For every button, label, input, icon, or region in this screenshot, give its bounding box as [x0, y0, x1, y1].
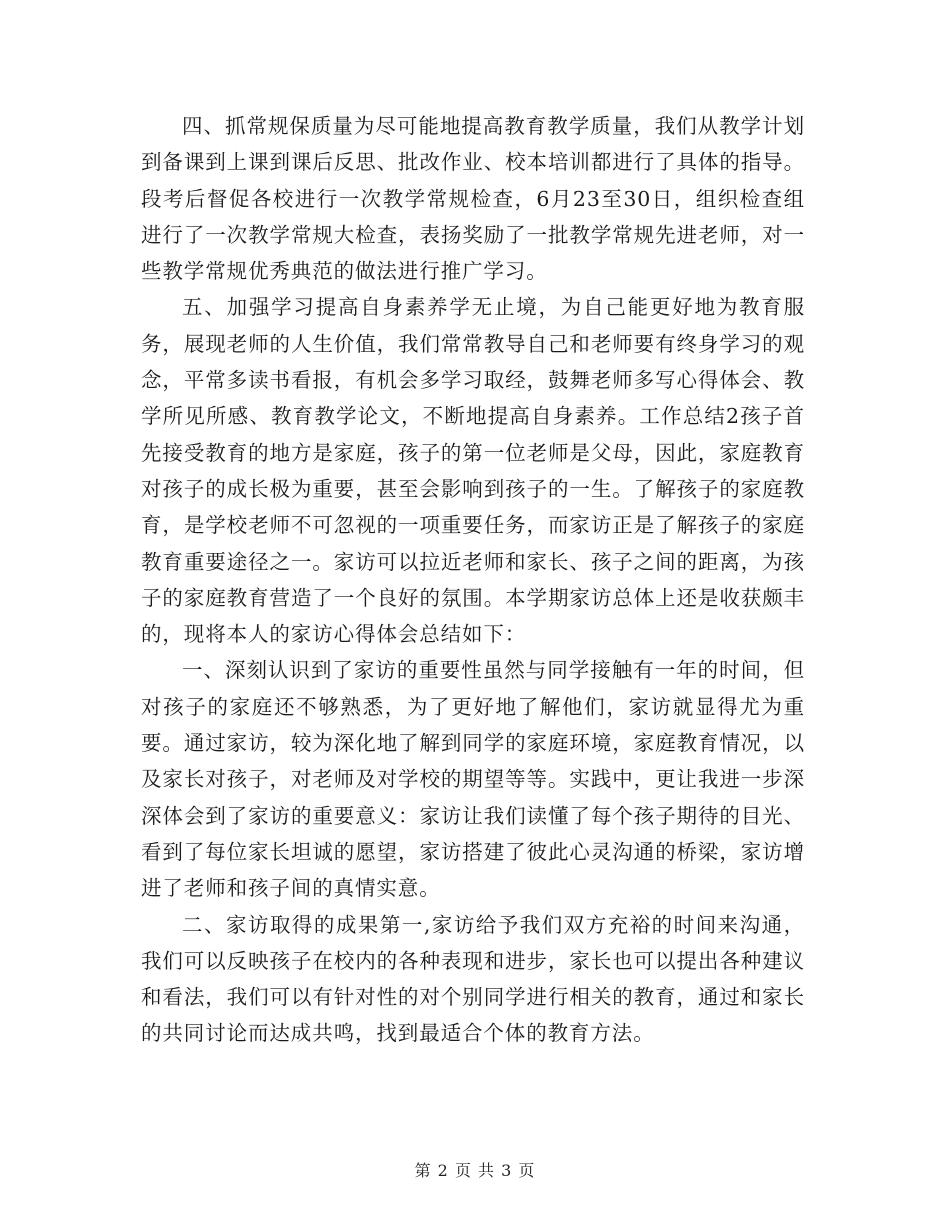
paragraph-section-4: 四、抓常规保质量为尽可能地提高教育教学质量，我们从教学计划到备课到上课到课后反思、批改作业、校本培训都进行了具体的指导。段考后督促各校进行一次教学常规检查，6月23至30日，组织检查组进行了一次教学常规大检查，表扬奖励了一批教学常规先进老师，对一些教学常规优秀典范的做法进行推广学习。: [141, 114, 805, 284]
paragraph-home-visit-1: 一、深刻认识到了家访的重要性虽然与同学接触有一年的时间，但对孩子的家庭还不够熟悉，为了更好地了解他们，家访就显得尤为重要。通过家访，较为深化地了解到同学的家庭环境，家庭教育情况，以及家长对孩子，对老师及对学校的期望等等。实践中，更让我进一步深深体会到了家访的重要意义：家访让我们读懂了每个孩子期待的目光、看到了每位家长坦诚的愿望，家访搭建了彼此心灵沟通的桥梁，家访增进了老师和孩子间的真情实意。: [141, 658, 805, 901]
paragraph-home-visit-2: 二、家访取得的成果第一,家访给予我们双方充裕的时间来沟通，我们可以反映孩子在校内的各种表现和进步，家长也可以提出各种建议和看法，我们可以有针对性的对个别同学进行相关的教育，通过和家长的共同讨论而达成共鸣，找到最适合个体的教育方法。: [141, 912, 805, 1046]
paragraph-section-5: 五、加强学习提高自身素养学无止境，为自己能更好地为教育服务，展现老师的人生价值，我们常常教导自己和老师要有终身学习的观念，平常多读书看报，有机会多学习取经，鼓舞老师多写心得体会、教学所见所感、教育教学论文，不断地提高自身素养。工作总结2孩子首先接受教育的地方是家庭，孩子的第一位老师是父母，因此，家庭教育对孩子的成长极为重要，甚至会影响到孩子的一生。了解孩子的家庭教育，是学校老师不可忽视的一项重要任务，而家访正是了解孩子的家庭教育重要途径之一。家访可以拉近老师和家长、孩子之间的距离，为孩子的家庭教育营造了一个良好的氛围。本学期家访总体上还是收获颇丰的，现将本人的家访心得体会总结如下：: [141, 295, 805, 647]
document-body: [141, 108, 805, 1052]
page-number-footer: 第 2 页 共 3 页: [414, 1161, 536, 1180]
